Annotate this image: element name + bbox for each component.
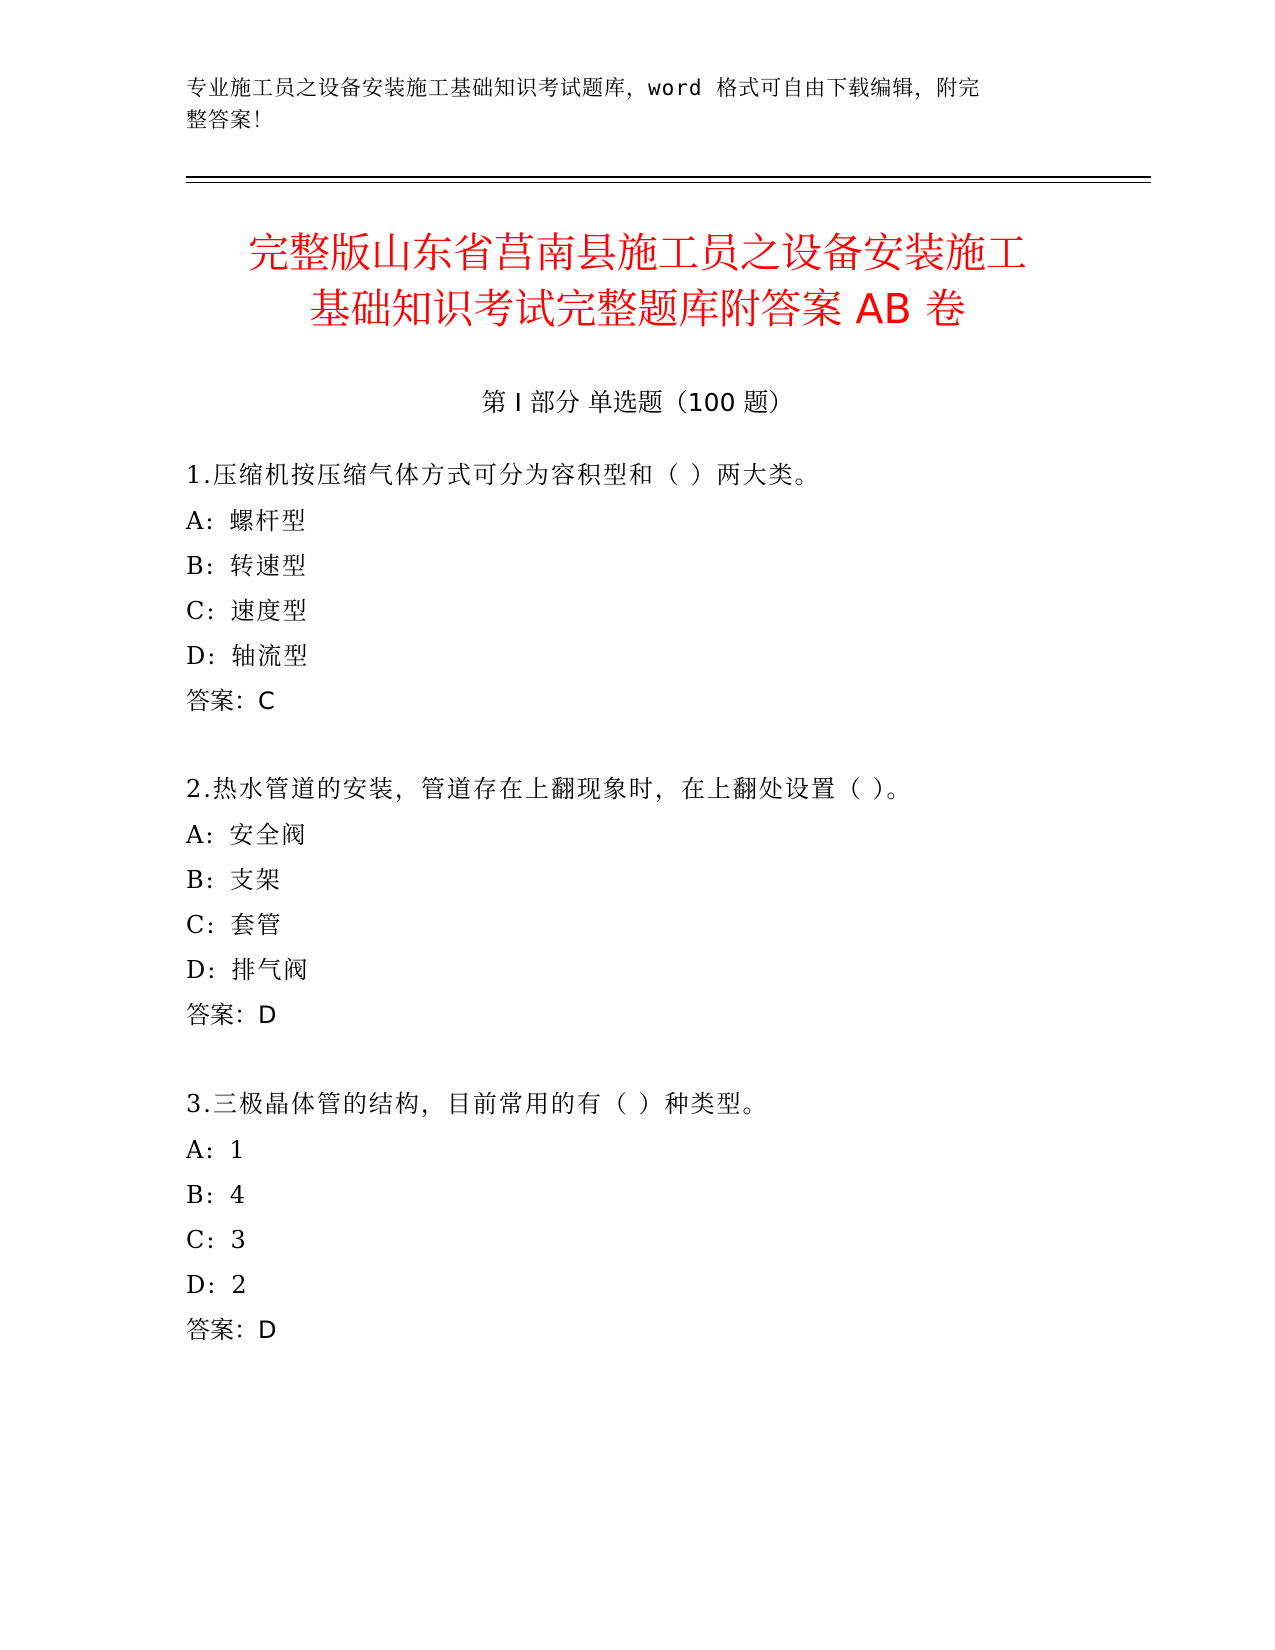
answer-line: 答案：D bbox=[186, 1001, 277, 1029]
option-b bbox=[186, 549, 1146, 594]
option-text: 支架 bbox=[229, 866, 282, 894]
header-line-2: 整答案！ bbox=[186, 108, 274, 132]
option-letter: C: bbox=[186, 597, 217, 625]
document-header bbox=[186, 72, 1066, 136]
header-divider-thin bbox=[186, 182, 1151, 183]
option-text: 套管 bbox=[230, 911, 283, 939]
option-text: 安全阀 bbox=[229, 821, 308, 849]
option-text: 3 bbox=[230, 1226, 248, 1254]
question-3 bbox=[186, 1087, 1146, 1358]
option-letter: D: bbox=[186, 642, 218, 670]
option-letter: C: bbox=[186, 1226, 217, 1254]
option-letter: B: bbox=[186, 866, 216, 894]
option-letter: C: bbox=[186, 911, 217, 939]
option-text: 2 bbox=[231, 1271, 249, 1299]
title-line-2: 基础知识考试完整题库附答案 AB 卷 bbox=[309, 285, 966, 333]
option-c bbox=[186, 1223, 1146, 1268]
option-a bbox=[186, 504, 1146, 549]
option-text: 速度型 bbox=[230, 597, 309, 625]
option-b bbox=[186, 1178, 1146, 1223]
option-d bbox=[186, 639, 1146, 684]
question-stem: 1.压缩机按压缩气体方式可分为容积型和（ ）两大类。 bbox=[186, 461, 821, 489]
option-letter: A: bbox=[186, 821, 216, 849]
title-line-1: 完整版山东省莒南县施工员之设备安装施工 bbox=[248, 229, 1027, 277]
section-heading: 第 I 部分 单选题（100 题） bbox=[481, 388, 794, 417]
question-1 bbox=[186, 458, 1146, 729]
option-c bbox=[186, 594, 1146, 639]
question-stem: 2.热水管道的安装，管道存在上翻现象时，在上翻处设置（ ）。 bbox=[186, 775, 913, 803]
document-title bbox=[150, 225, 1125, 337]
question-2 bbox=[186, 772, 1146, 1043]
option-letter: D: bbox=[186, 956, 218, 984]
option-text: 1 bbox=[229, 1136, 247, 1164]
option-b bbox=[186, 863, 1146, 908]
option-d bbox=[186, 1268, 1146, 1313]
question-stem: 3.三极晶体管的结构，目前常用的有（ ）种类型。 bbox=[186, 1090, 769, 1118]
option-letter: D: bbox=[186, 1271, 218, 1299]
option-letter: B: bbox=[186, 1181, 216, 1209]
option-letter: B: bbox=[186, 552, 216, 580]
answer-line: 答案：D bbox=[186, 1316, 277, 1344]
option-d bbox=[186, 953, 1146, 998]
option-text: 转速型 bbox=[229, 552, 308, 580]
answer-line: 答案：C bbox=[186, 687, 275, 715]
option-text: 轴流型 bbox=[231, 642, 310, 670]
option-text: 4 bbox=[229, 1181, 248, 1209]
option-text: 螺杆型 bbox=[229, 507, 308, 535]
option-a bbox=[186, 1133, 1146, 1178]
option-letter: A: bbox=[186, 507, 216, 535]
option-c bbox=[186, 908, 1146, 953]
header-divider-thick bbox=[186, 176, 1151, 178]
option-a bbox=[186, 818, 1146, 863]
option-text: 排气阀 bbox=[231, 956, 310, 984]
header-line-1: 专业施工员之设备安装施工基础知识考试题库，word 格式可自由下载编辑，附完 bbox=[186, 76, 981, 100]
option-letter: A: bbox=[186, 1136, 216, 1164]
